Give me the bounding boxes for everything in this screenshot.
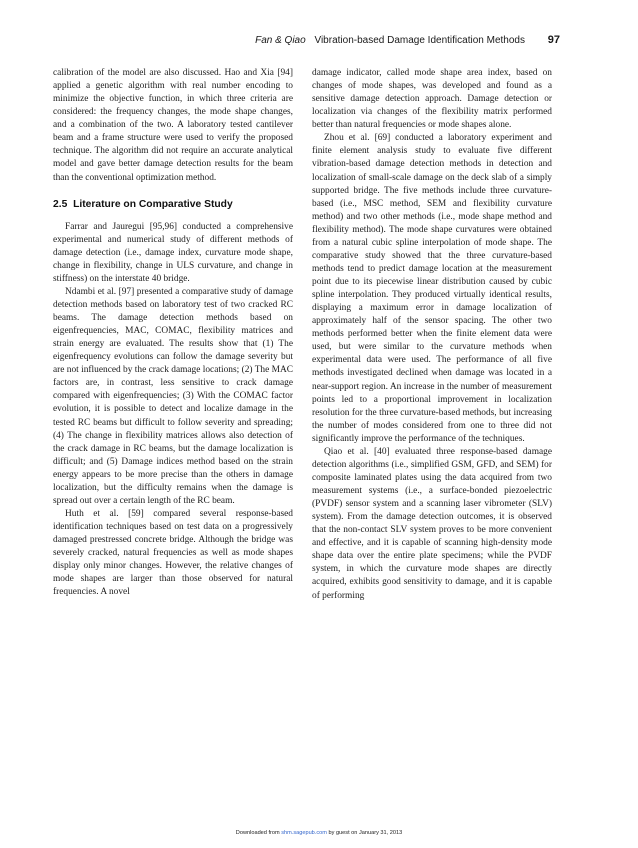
header-authors: Fan & Qiao [255,35,306,46]
header-article-title: Vibration-based Damage Identification Methods [314,35,525,46]
paragraph: Ndambi et al. [97] presented a comparative study of damage detection methods based on laboratory test of two cracked RC beams. The damage detection methods based on eigenfrequencies, MAC, COMAC, flexibility matrices and strain energy are evaluated. The results show that (1) The eigenfrequency evolutions can follow the damage severity but are not influenced by the crack damage locations; (2) The MAC factors are, in contrast, less sensitive to crack damage compared with eigenfrequencies; (3) With the COMAC factor evolution, it is possible to detect and localize damage in the tested RC beams but difficult to follow severity and spreading; (4) The change in flexibility matrices allows also detection of the crack damage in RC beams, but the damage localization is difficult; and (5) Damage indices method based on the strain energy appears to be more precise than the others in damage localization, but the difficulty remains when the damage is spread out over a certain length of the RC beam. [53,286,293,506]
paragraph: Zhou et al. [69] conducted a laboratory experiment and finite element analysis study to evaluate five different vibration-based damage detection methods in detection and localization of small-scale damage on the deck slab of a simply supported bridge. The five methods include three curvature-based (i.e., MSC method, SEM and flexibility curvature method) and two other methods (i.e., mode shape method and flexibility method). The mode shape curvatures were obtained from a natural cubic spline interpolation of mode shape. The comparative study showed that the three curvature-based methods tend to predict damage location at the measurement point due to its piecewise linear distribution caused by cubic spline interpolation. They produced virtually identical results, displaying a maximum error in damage localization of approximately half of the sensor spacing. The other two methods performed better when the finite element data were used, but were similar to the curvature methods when experimental data were used. The performance of all five methods investigated declined when damage was located in a near-support region. An increase in the number of measurement points led to a proportional improvement in localization resolution for the three curvature-based methods, but increasing the number of modes considered from one to three did not significantly improve the performance of the techniques. [312,133,552,444]
footer-suffix: by guest on January 31, 2013 [328,830,403,836]
paragraph: Qiao et al. [40] evaluated three response-based damage detection algorithms (i.e., simplified GSM, GFD, and SEM) for composite laminated plates using the data acquired from two measurement systems (i.e., a surface-bonded piezoelectric (PVDF) sensor system and a scanning laser vibrometer (SLV) system). From the damage detection outcomes, it is observed that the non-contact SLV system proves to be more convenient and effective, and it is capable of scanning high-density mode shape data over the entire plate specimens; while the PVDF system, in which the curvature mode shapes are directly acquired, exhibits good sensitivity to damage, and it is capable of performing [312,446,552,601]
running-header [255,34,560,46]
left-column [53,67,293,599]
paragraph: damage indicator, called mode shape area index, based on changes of mode shapes, was developed and found as a sensitive damage detection approach. Damage detection or localization via changes of the flexibility matrix performed better than natural frequencies or mode shapes alone. [312,68,552,131]
paragraph: calibration of the model are also discussed. Hao and Xia [94] applied a genetic algorithm with real number encoding to minimize the objective function, in which three criteria are considered: the frequency changes, the mode shape changes, and a combination of the two. A laboratory tested cantilever beam and a frame structure were used to verify the proposed technique. The algorithm did not require an accurate analytical model and gave better damage detection results for the beam than the conventional optimization method. [53,68,293,183]
footer-prefix: Downloaded from [235,830,280,836]
footer-link[interactable]: shm.sagepub.com [281,830,327,836]
paragraph: Farrar and Jauregui [95,96] conducted a comprehensive experimental and numerical study of different methods of damage detection (i.e., damage index, curvature mode shape, change in flexibility, change in ULS curvature, and change in stiffness) on the interstate 40 bridge. [53,221,293,284]
paragraph: Huth et al. [59] compared several response-based identification techniques based on test data on a progressively damaged prestressed concrete bridge. Although the bridge was severely cracked, natural frequencies as well as mode shapes display only minor changes. However, the relative changes of mode shapes are larger than those observed for natural frequencies. A novel [53,508,293,598]
download-footer [0,830,638,836]
right-column [312,67,552,603]
section-number: 2.5 [53,198,68,210]
page-number: 97 [547,34,560,46]
section-title: Literature on Comparative Study [73,198,233,210]
section-heading [53,198,293,211]
